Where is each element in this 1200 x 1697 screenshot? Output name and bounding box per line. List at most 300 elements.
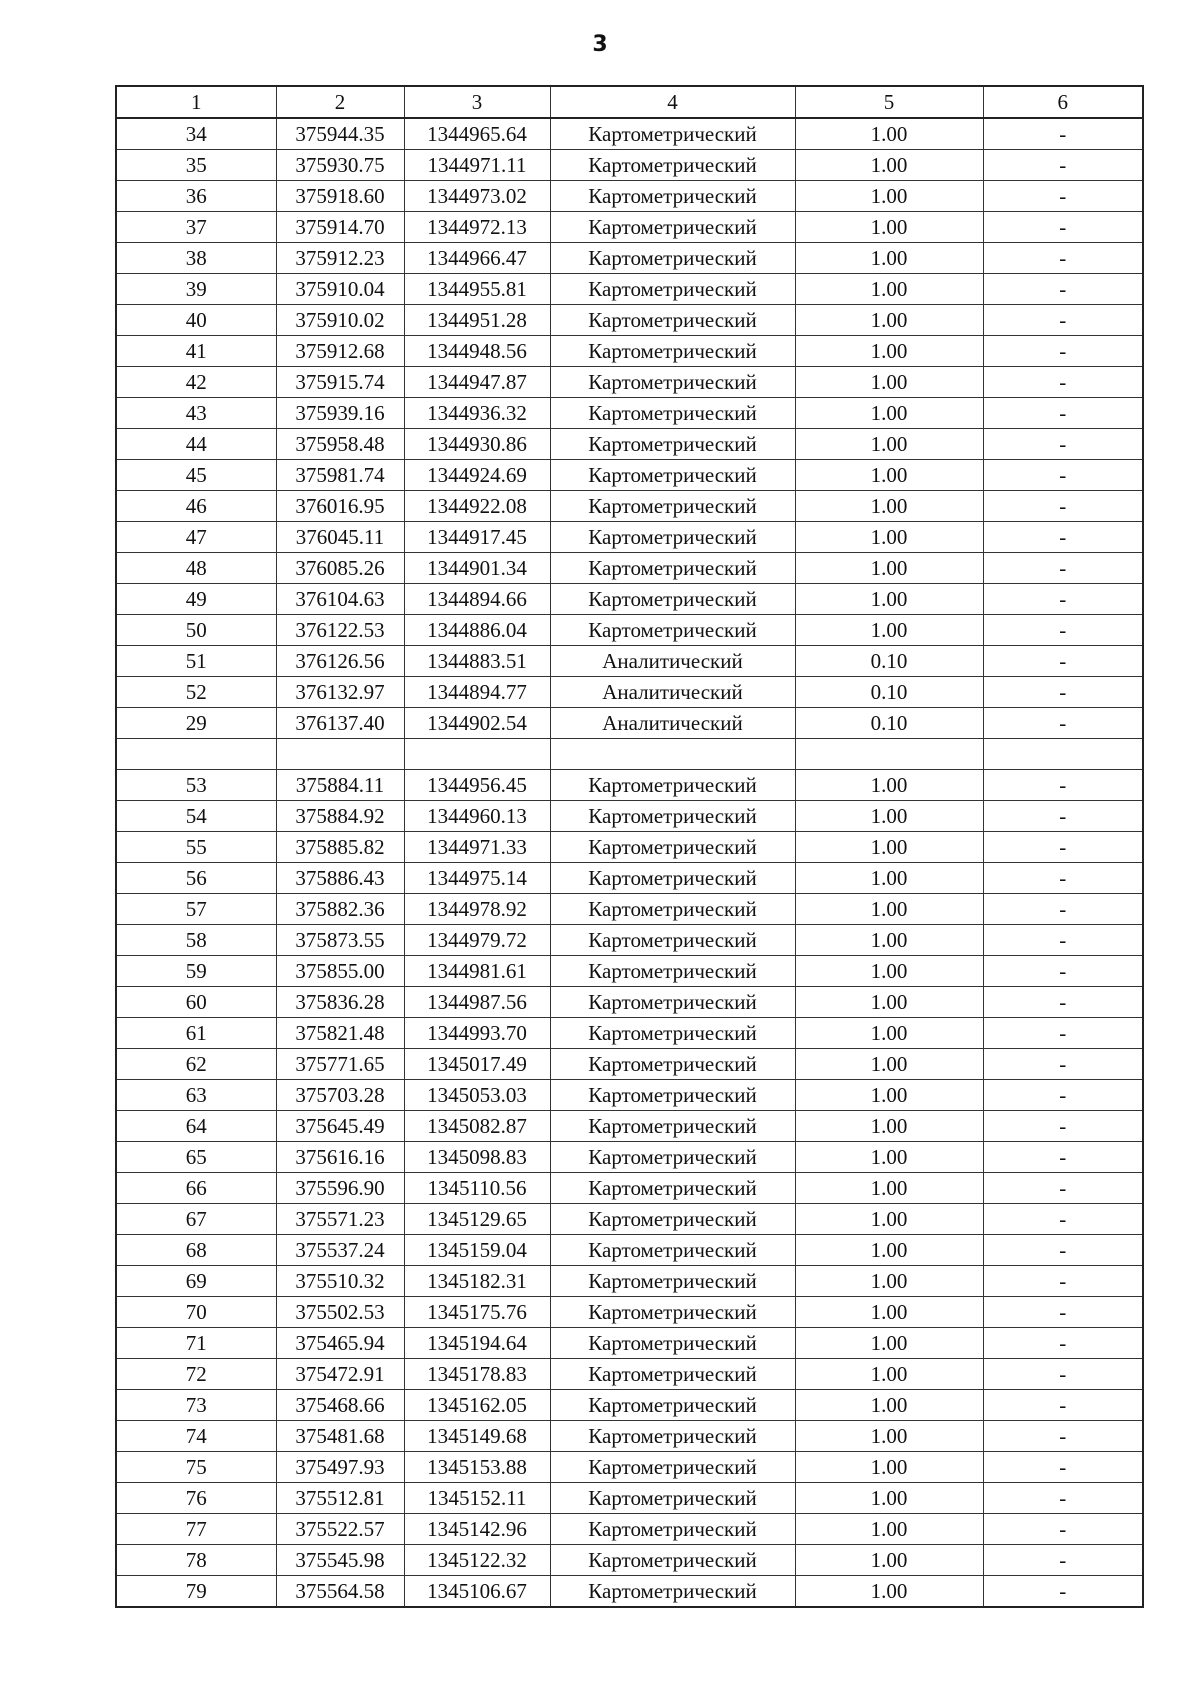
point-number-cell: 78	[116, 1545, 276, 1576]
accuracy-cell: 1.00	[795, 584, 983, 615]
point-number-cell: 50	[116, 615, 276, 646]
accuracy-cell: 1.00	[795, 1452, 983, 1483]
accuracy-cell: 1.00	[795, 1545, 983, 1576]
coord-x-cell: 375522.57	[276, 1514, 404, 1545]
coord-y-cell: 1345194.64	[404, 1328, 550, 1359]
accuracy-cell: 1.00	[795, 398, 983, 429]
accuracy-cell: 1.00	[795, 801, 983, 832]
accuracy-cell: 1.00	[795, 956, 983, 987]
accuracy-cell: 1.00	[795, 987, 983, 1018]
accuracy-cell: 1.00	[795, 1080, 983, 1111]
point-number-cell: 66	[116, 1173, 276, 1204]
note-cell: -	[983, 398, 1143, 429]
table-row	[116, 1390, 1143, 1421]
accuracy-cell: 1.00	[795, 1111, 983, 1142]
accuracy-cell: 0.10	[795, 708, 983, 739]
method-cell: Аналитический	[550, 646, 795, 677]
coord-x-cell: 376126.56	[276, 646, 404, 677]
method-cell: Картометрический	[550, 1359, 795, 1390]
coord-y-cell: 1345162.05	[404, 1390, 550, 1421]
note-cell: -	[983, 646, 1143, 677]
accuracy-cell: 1.00	[795, 367, 983, 398]
point-number-cell: 37	[116, 212, 276, 243]
method-cell: Картометрический	[550, 274, 795, 305]
accuracy-cell: 1.00	[795, 1142, 983, 1173]
point-number-cell: 75	[116, 1452, 276, 1483]
method-cell: Картометрический	[550, 956, 795, 987]
coord-y-cell: 1344930.86	[404, 429, 550, 460]
point-number-cell: 67	[116, 1204, 276, 1235]
method-cell: Картометрический	[550, 1173, 795, 1204]
coord-x-cell: 375512.81	[276, 1483, 404, 1514]
method-cell: Картометрический	[550, 429, 795, 460]
coord-y-cell: 1345129.65	[404, 1204, 550, 1235]
note-cell: -	[983, 522, 1143, 553]
point-number-cell: 58	[116, 925, 276, 956]
coord-x-cell	[276, 739, 404, 770]
coord-x-cell: 375944.35	[276, 118, 404, 150]
method-cell: Картометрический	[550, 1142, 795, 1173]
coord-x-cell: 375885.82	[276, 832, 404, 863]
coord-x-cell: 375510.32	[276, 1266, 404, 1297]
point-number-cell: 59	[116, 956, 276, 987]
coord-x-cell: 375545.98	[276, 1545, 404, 1576]
coord-y-cell: 1345182.31	[404, 1266, 550, 1297]
accuracy-cell: 1.00	[795, 894, 983, 925]
note-cell: -	[983, 1328, 1143, 1359]
table-row	[116, 832, 1143, 863]
table-row	[116, 1359, 1143, 1390]
coord-x-cell: 376045.11	[276, 522, 404, 553]
table-row	[116, 336, 1143, 367]
coord-x-cell: 375855.00	[276, 956, 404, 987]
table-row	[116, 491, 1143, 522]
point-number-cell: 47	[116, 522, 276, 553]
coord-x-cell: 375821.48	[276, 1018, 404, 1049]
table-row	[116, 398, 1143, 429]
coord-x-cell: 375915.74	[276, 367, 404, 398]
coord-y-cell: 1345098.83	[404, 1142, 550, 1173]
coord-y-cell: 1345053.03	[404, 1080, 550, 1111]
accuracy-cell: 1.00	[795, 832, 983, 863]
table-row	[116, 677, 1143, 708]
accuracy-cell: 1.00	[795, 1483, 983, 1514]
accuracy-cell: 1.00	[795, 615, 983, 646]
point-number-cell: 46	[116, 491, 276, 522]
table-row	[116, 1421, 1143, 1452]
coord-y-cell: 1344971.11	[404, 150, 550, 181]
coord-y-cell: 1344951.28	[404, 305, 550, 336]
note-cell: -	[983, 1235, 1143, 1266]
table-row	[116, 987, 1143, 1018]
coord-x-cell: 376016.95	[276, 491, 404, 522]
accuracy-cell: 1.00	[795, 1204, 983, 1235]
table-row	[116, 1328, 1143, 1359]
method-cell: Картометрический	[550, 398, 795, 429]
table-row	[116, 243, 1143, 274]
note-cell: -	[983, 987, 1143, 1018]
method-cell: Картометрический	[550, 1483, 795, 1514]
coord-y-cell: 1344978.92	[404, 894, 550, 925]
accuracy-cell: 1.00	[795, 491, 983, 522]
note-cell: -	[983, 1576, 1143, 1608]
coord-y-cell: 1344922.08	[404, 491, 550, 522]
note-cell: -	[983, 894, 1143, 925]
point-number-cell: 74	[116, 1421, 276, 1452]
note-cell: -	[983, 1483, 1143, 1514]
accuracy-cell	[795, 739, 983, 770]
table-row	[116, 1235, 1143, 1266]
point-number-cell: 41	[116, 336, 276, 367]
table-row	[116, 801, 1143, 832]
method-cell: Картометрический	[550, 1204, 795, 1235]
column-header: 6	[983, 86, 1143, 118]
coord-y-cell: 1345178.83	[404, 1359, 550, 1390]
accuracy-cell: 1.00	[795, 1421, 983, 1452]
coord-x-cell: 375918.60	[276, 181, 404, 212]
table-row	[116, 584, 1143, 615]
coord-x-cell: 375910.02	[276, 305, 404, 336]
note-cell: -	[983, 956, 1143, 987]
table-row	[116, 150, 1143, 181]
coord-x-cell: 376137.40	[276, 708, 404, 739]
coord-x-cell: 375912.23	[276, 243, 404, 274]
note-cell: -	[983, 1514, 1143, 1545]
method-cell: Картометрический	[550, 150, 795, 181]
coord-y-cell: 1345110.56	[404, 1173, 550, 1204]
point-number-cell: 72	[116, 1359, 276, 1390]
point-number-cell: 76	[116, 1483, 276, 1514]
point-number-cell: 51	[116, 646, 276, 677]
coord-y-cell: 1345175.76	[404, 1297, 550, 1328]
point-number-cell: 35	[116, 150, 276, 181]
point-number-cell: 60	[116, 987, 276, 1018]
coord-y-cell: 1345153.88	[404, 1452, 550, 1483]
note-cell: -	[983, 832, 1143, 863]
table-row	[116, 460, 1143, 491]
note-cell: -	[983, 770, 1143, 801]
note-cell: -	[983, 1359, 1143, 1390]
method-cell: Картометрический	[550, 522, 795, 553]
accuracy-cell: 1.00	[795, 305, 983, 336]
method-cell: Картометрический	[550, 1266, 795, 1297]
accuracy-cell: 1.00	[795, 460, 983, 491]
table-row	[116, 522, 1143, 553]
note-cell: -	[983, 1111, 1143, 1142]
coord-x-cell: 376132.97	[276, 677, 404, 708]
accuracy-cell: 1.00	[795, 1359, 983, 1390]
point-number-cell: 73	[116, 1390, 276, 1421]
table-row	[116, 615, 1143, 646]
method-cell: Картометрический	[550, 1390, 795, 1421]
accuracy-cell: 1.00	[795, 118, 983, 150]
accuracy-cell: 1.00	[795, 925, 983, 956]
table-row	[116, 708, 1143, 739]
coord-x-cell: 375910.04	[276, 274, 404, 305]
note-cell: -	[983, 615, 1143, 646]
note-cell: -	[983, 429, 1143, 460]
accuracy-cell: 1.00	[795, 429, 983, 460]
table-row	[116, 894, 1143, 925]
note-cell	[983, 739, 1143, 770]
accuracy-cell: 1.00	[795, 553, 983, 584]
coord-y-cell: 1345017.49	[404, 1049, 550, 1080]
coord-y-cell	[404, 739, 550, 770]
coord-x-cell: 375537.24	[276, 1235, 404, 1266]
coord-y-cell: 1344948.56	[404, 336, 550, 367]
accuracy-cell: 1.00	[795, 212, 983, 243]
method-cell: Картометрический	[550, 1297, 795, 1328]
table-row	[116, 863, 1143, 894]
method-cell: Картометрический	[550, 367, 795, 398]
method-cell: Аналитический	[550, 708, 795, 739]
table-row	[116, 925, 1143, 956]
coord-x-cell: 375465.94	[276, 1328, 404, 1359]
note-cell: -	[983, 801, 1143, 832]
coord-x-cell: 375596.90	[276, 1173, 404, 1204]
note-cell: -	[983, 150, 1143, 181]
coord-x-cell: 375645.49	[276, 1111, 404, 1142]
point-number-cell: 71	[116, 1328, 276, 1359]
coord-y-cell: 1344993.70	[404, 1018, 550, 1049]
point-number-cell: 43	[116, 398, 276, 429]
coord-x-cell: 375958.48	[276, 429, 404, 460]
method-cell: Картометрический	[550, 243, 795, 274]
note-cell: -	[983, 863, 1143, 894]
method-cell: Картометрический	[550, 118, 795, 150]
coord-y-cell: 1344883.51	[404, 646, 550, 677]
table-row	[116, 1545, 1143, 1576]
column-header: 2	[276, 86, 404, 118]
point-number-cell: 69	[116, 1266, 276, 1297]
page-number: 3	[592, 32, 608, 57]
note-cell: -	[983, 118, 1143, 150]
accuracy-cell: 1.00	[795, 1173, 983, 1204]
coord-y-cell: 1344902.54	[404, 708, 550, 739]
note-cell: -	[983, 925, 1143, 956]
method-cell: Картометрический	[550, 987, 795, 1018]
coord-y-cell: 1344987.56	[404, 987, 550, 1018]
method-cell: Картометрический	[550, 305, 795, 336]
coord-x-cell: 375873.55	[276, 925, 404, 956]
coord-x-cell: 375939.16	[276, 398, 404, 429]
coord-x-cell: 375481.68	[276, 1421, 404, 1452]
coord-y-cell: 1344979.72	[404, 925, 550, 956]
note-cell: -	[983, 1297, 1143, 1328]
method-cell: Картометрический	[550, 832, 795, 863]
coord-x-cell: 375981.74	[276, 460, 404, 491]
point-number-cell: 70	[116, 1297, 276, 1328]
point-number-cell: 77	[116, 1514, 276, 1545]
note-cell: -	[983, 1452, 1143, 1483]
coord-y-cell: 1344972.13	[404, 212, 550, 243]
method-cell: Картометрический	[550, 1111, 795, 1142]
coord-y-cell: 1344936.32	[404, 398, 550, 429]
note-cell: -	[983, 305, 1143, 336]
note-cell: -	[983, 181, 1143, 212]
method-cell	[550, 739, 795, 770]
column-header: 4	[550, 86, 795, 118]
coord-x-cell: 375886.43	[276, 863, 404, 894]
table-row	[116, 1049, 1143, 1080]
table-row	[116, 646, 1143, 677]
method-cell: Картометрический	[550, 1080, 795, 1111]
method-cell: Картометрический	[550, 1576, 795, 1608]
table-row	[116, 1297, 1143, 1328]
method-cell: Картометрический	[550, 553, 795, 584]
coord-x-cell: 376122.53	[276, 615, 404, 646]
coord-x-cell: 375616.16	[276, 1142, 404, 1173]
point-number-cell: 62	[116, 1049, 276, 1080]
coord-x-cell: 375771.65	[276, 1049, 404, 1080]
coord-x-cell: 375472.91	[276, 1359, 404, 1390]
accuracy-cell: 1.00	[795, 863, 983, 894]
coord-x-cell: 375571.23	[276, 1204, 404, 1235]
note-cell: -	[983, 1266, 1143, 1297]
point-number-cell: 29	[116, 708, 276, 739]
note-cell: -	[983, 1173, 1143, 1204]
coordinates-table	[115, 85, 1144, 1608]
table-header	[116, 86, 1143, 118]
point-number-cell: 57	[116, 894, 276, 925]
coord-y-cell: 1345106.67	[404, 1576, 550, 1608]
note-cell: -	[983, 274, 1143, 305]
accuracy-cell: 1.00	[795, 1266, 983, 1297]
coord-y-cell: 1345159.04	[404, 1235, 550, 1266]
table-row	[116, 1142, 1143, 1173]
accuracy-cell: 1.00	[795, 181, 983, 212]
coord-y-cell: 1344947.87	[404, 367, 550, 398]
point-number-cell: 61	[116, 1018, 276, 1049]
table-row	[116, 770, 1143, 801]
coord-x-cell: 376104.63	[276, 584, 404, 615]
note-cell: -	[983, 460, 1143, 491]
coord-y-cell: 1344886.04	[404, 615, 550, 646]
note-cell: -	[983, 1545, 1143, 1576]
note-cell: -	[983, 243, 1143, 274]
coord-x-cell: 375912.68	[276, 336, 404, 367]
point-number-cell: 64	[116, 1111, 276, 1142]
note-cell: -	[983, 1204, 1143, 1235]
table-row	[116, 1266, 1143, 1297]
accuracy-cell: 1.00	[795, 150, 983, 181]
coord-y-cell: 1344894.66	[404, 584, 550, 615]
coord-x-cell: 375703.28	[276, 1080, 404, 1111]
coord-y-cell: 1344981.61	[404, 956, 550, 987]
accuracy-cell: 1.00	[795, 274, 983, 305]
note-cell: -	[983, 1049, 1143, 1080]
accuracy-cell: 1.00	[795, 243, 983, 274]
method-cell: Картометрический	[550, 615, 795, 646]
coord-y-cell: 1344955.81	[404, 274, 550, 305]
point-number-cell: 56	[116, 863, 276, 894]
point-number-cell: 49	[116, 584, 276, 615]
coord-y-cell: 1344901.34	[404, 553, 550, 584]
accuracy-cell: 1.00	[795, 1049, 983, 1080]
table-row	[116, 1111, 1143, 1142]
accuracy-cell: 1.00	[795, 1576, 983, 1608]
coord-y-cell: 1344965.64	[404, 118, 550, 150]
table-row	[116, 1080, 1143, 1111]
note-cell: -	[983, 336, 1143, 367]
table-row	[116, 367, 1143, 398]
point-number-cell: 65	[116, 1142, 276, 1173]
method-cell: Картометрический	[550, 770, 795, 801]
point-number-cell: 39	[116, 274, 276, 305]
method-cell: Картометрический	[550, 1421, 795, 1452]
method-cell: Картометрический	[550, 863, 795, 894]
method-cell: Картометрический	[550, 1514, 795, 1545]
accuracy-cell: 1.00	[795, 522, 983, 553]
accuracy-cell: 0.10	[795, 646, 983, 677]
coord-x-cell: 375884.92	[276, 801, 404, 832]
note-cell: -	[983, 212, 1143, 243]
note-cell: -	[983, 1421, 1143, 1452]
header-row	[116, 86, 1143, 118]
coord-x-cell: 376085.26	[276, 553, 404, 584]
point-number-cell: 42	[116, 367, 276, 398]
point-number-cell: 48	[116, 553, 276, 584]
method-cell: Картометрический	[550, 1018, 795, 1049]
method-cell: Картометрический	[550, 1328, 795, 1359]
coord-x-cell: 375468.66	[276, 1390, 404, 1421]
method-cell: Картометрический	[550, 212, 795, 243]
point-number-cell: 79	[116, 1576, 276, 1608]
table-row	[116, 1173, 1143, 1204]
point-number-cell: 52	[116, 677, 276, 708]
accuracy-cell: 1.00	[795, 1297, 983, 1328]
coord-y-cell: 1344971.33	[404, 832, 550, 863]
point-number-cell	[116, 739, 276, 770]
coord-y-cell: 1344966.47	[404, 243, 550, 274]
method-cell: Картометрический	[550, 336, 795, 367]
coord-y-cell: 1345122.32	[404, 1545, 550, 1576]
table-row	[116, 1018, 1143, 1049]
method-cell: Картометрический	[550, 1452, 795, 1483]
method-cell: Картометрический	[550, 584, 795, 615]
accuracy-cell: 1.00	[795, 770, 983, 801]
coord-y-cell: 1344960.13	[404, 801, 550, 832]
coord-y-cell: 1344973.02	[404, 181, 550, 212]
table-row	[116, 553, 1143, 584]
point-number-cell: 55	[116, 832, 276, 863]
coord-x-cell: 375884.11	[276, 770, 404, 801]
point-number-cell: 38	[116, 243, 276, 274]
method-cell: Картометрический	[550, 1049, 795, 1080]
coord-x-cell: 375497.93	[276, 1452, 404, 1483]
coord-x-cell: 375564.58	[276, 1576, 404, 1608]
table-body	[116, 118, 1143, 1607]
coord-y-cell: 1345149.68	[404, 1421, 550, 1452]
accuracy-cell: 0.10	[795, 677, 983, 708]
coord-x-cell: 375882.36	[276, 894, 404, 925]
table-row	[116, 274, 1143, 305]
note-cell: -	[983, 677, 1143, 708]
method-cell: Аналитический	[550, 677, 795, 708]
column-header: 1	[116, 86, 276, 118]
coord-y-cell: 1344894.77	[404, 677, 550, 708]
accuracy-cell: 1.00	[795, 1235, 983, 1266]
coord-y-cell: 1345152.11	[404, 1483, 550, 1514]
coord-y-cell: 1344917.45	[404, 522, 550, 553]
point-number-cell: 44	[116, 429, 276, 460]
note-cell: -	[983, 491, 1143, 522]
coord-y-cell: 1344956.45	[404, 770, 550, 801]
table-row	[116, 118, 1143, 150]
point-number-cell: 54	[116, 801, 276, 832]
accuracy-cell: 1.00	[795, 336, 983, 367]
table-row	[116, 739, 1143, 770]
